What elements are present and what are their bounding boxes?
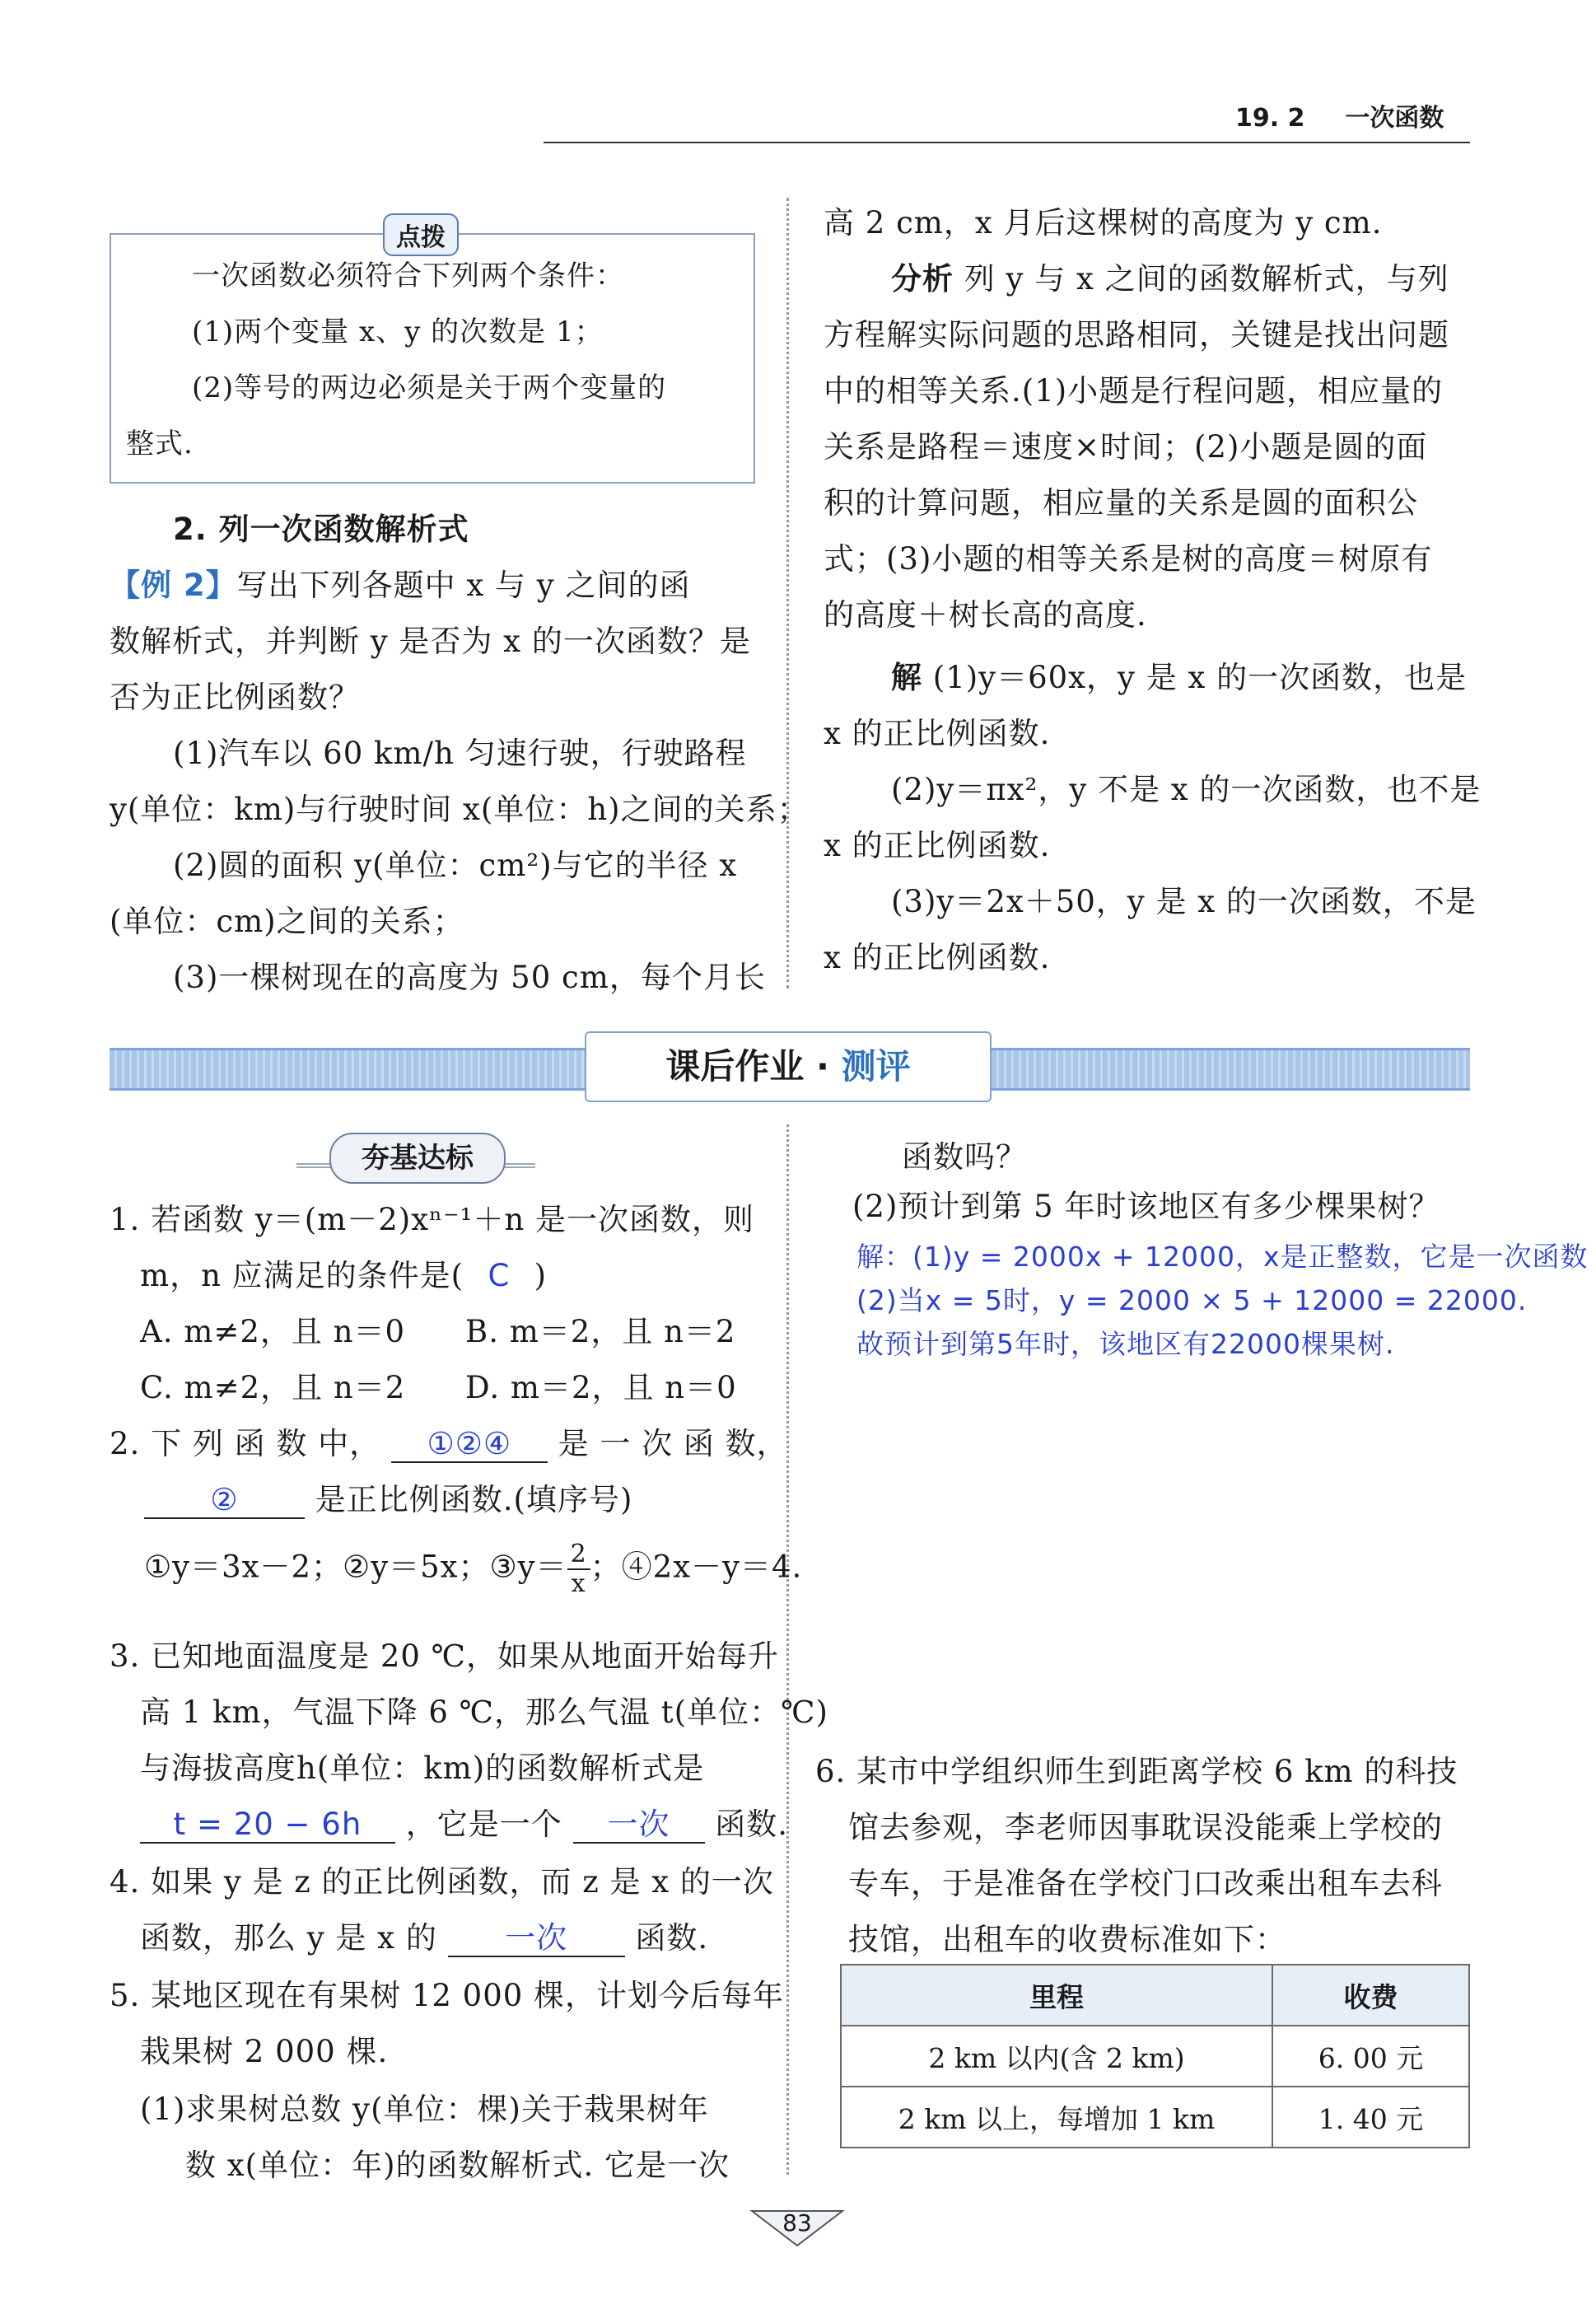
q2-fraction-den: x xyxy=(571,1569,586,1598)
q2-line-2 xyxy=(144,1475,632,1519)
q5-line-4: 数 x(单位：年)的函数解析式. 它是一次 xyxy=(185,2148,730,2183)
solution-label: 解 xyxy=(891,660,922,695)
subbanner: 夯基达标 xyxy=(329,1133,506,1184)
q4-answer[interactable]: 一次 xyxy=(448,1921,625,1957)
analysis-line-7: 的高度＋树长高的高度. xyxy=(824,597,1147,633)
tip-line-2: (1)两个变量 x、y 的次数是 1； xyxy=(192,316,604,348)
example-line-1 xyxy=(110,560,690,605)
q5-line-5: 函数吗？ xyxy=(902,1139,1027,1175)
homework-banner-title xyxy=(585,1031,992,1102)
fee-table xyxy=(840,1964,1470,2148)
q1-stem-2a: m，n 应满足的条件是( xyxy=(140,1258,464,1293)
fee-row-1-fee: 6. 00 元 xyxy=(1272,2026,1469,2087)
q3-line-4 xyxy=(140,1799,788,1844)
q3-mid: ，它是一个 xyxy=(405,1807,562,1842)
q4-line-1: 4. 如果 y 是 z 的正比例函数，而 z 是 x 的一次 xyxy=(110,1864,774,1900)
q5-line-3: (1)求果树总数 y(单位：棵)关于栽果树年 xyxy=(140,2092,709,2127)
example-label: 【例 2】 xyxy=(110,568,237,603)
example-line-7: (单位：cm)之间的关系； xyxy=(110,904,464,939)
solution-line-6: x 的正比例函数. xyxy=(824,940,1051,975)
analysis-line-1 xyxy=(891,254,1449,298)
fee-row-1-distance: 2 km 以内(含 2 km) xyxy=(841,2026,1272,2087)
q2-answer-1[interactable]: ①②④ xyxy=(391,1427,548,1463)
solution-line-5: (3)y＝2x＋50，y 是 x 的一次函数，不是 xyxy=(891,884,1477,919)
subheading: 2. 列一次函数解析式 xyxy=(173,512,469,547)
tip-line-4: 整式. xyxy=(126,428,194,460)
q2-line-1 xyxy=(110,1419,788,1463)
q6-line-4: 技馆，出租车的收费标准如下： xyxy=(848,1922,1286,1957)
banner-part1: 课后作业 xyxy=(665,1046,805,1087)
q3-line-1: 3. 已知地面温度是 20 ℃，如果从地面开始每升 xyxy=(110,1638,780,1674)
fee-row-2-fee: 1. 40 元 xyxy=(1272,2087,1469,2148)
q2-answer-2[interactable]: ② xyxy=(144,1483,305,1519)
analysis-line-5: 积的计算问题，相应量的关系是圆的面积公 xyxy=(824,485,1418,521)
q2-list-b: ；④2x－y＝4. xyxy=(590,1549,803,1585)
tip-box xyxy=(110,223,755,484)
analysis-line-3: 中的相等关系.(1)小题是行程问题，相应量的 xyxy=(824,373,1444,409)
column-divider-top xyxy=(786,198,789,989)
q1-option-d: D. m＝2，且 n＝0 xyxy=(465,1370,737,1405)
q3-line-2: 高 1 km，气温下降 6 ℃，那么气温 t(单位：℃) xyxy=(140,1694,828,1730)
table-row xyxy=(841,2026,1469,2087)
tip-badge: 点拨 xyxy=(383,213,459,256)
tip-line-3: (2)等号的两边必须是关于两个变量的 xyxy=(192,372,667,404)
q2-fraction xyxy=(567,1540,590,1598)
example-line-5: y(单位：km)与行驶时间 x(单位：h)之间的关系； xyxy=(110,792,809,827)
fee-header-distance: 里程 xyxy=(841,1965,1272,2026)
q2-text-c: 是正比例函数.(填序号) xyxy=(315,1482,633,1517)
solution-line-4: x 的正比例函数. xyxy=(824,828,1051,863)
q4-text-a: 函数，那么 y 是 x 的 xyxy=(140,1920,437,1956)
solution-text-1: (1)y＝60x，y 是 x 的一次函数，也是 xyxy=(932,660,1468,695)
header-rule xyxy=(544,142,1470,143)
table-row xyxy=(841,2087,1469,2148)
solution-line-3: (2)y＝πx²，y 不是 x 的一次函数，也不是 xyxy=(891,772,1482,807)
analysis-line-2: 方程解实际问题的思路相同，关键是找出问题 xyxy=(824,317,1449,353)
q2-text-b: 是 一 次 函 数， xyxy=(558,1426,788,1461)
example-text-1: 写出下列各题中 x 与 y 之间的函 xyxy=(236,568,691,603)
q4-text-b: 函数. xyxy=(635,1920,709,1956)
q5-solution-1[interactable]: 解：(1)y = 2000x + 12000，x是正整数，它是一次函数 xyxy=(856,1241,1589,1273)
q1-option-b: B. m＝2，且 n＝2 xyxy=(465,1314,736,1349)
q1-stem-2 xyxy=(140,1250,547,1295)
q3-end: 函数. xyxy=(715,1807,789,1842)
banner-part2: 测评 xyxy=(841,1046,911,1087)
q1-option-a: A. m≠2，且 n＝0 xyxy=(140,1314,406,1349)
q1-answer[interactable]: C xyxy=(488,1258,511,1293)
q3-line-3: 与海拔高度h(单位：km)的函数解析式是 xyxy=(140,1750,705,1786)
page-number: 83 xyxy=(782,2209,812,2237)
analysis-line-4: 关系是路程＝速度×时间；(2)小题是圆的面 xyxy=(824,429,1428,465)
q3-answer-2[interactable]: 一次 xyxy=(573,1807,705,1844)
section-number: 19. 2 xyxy=(1235,104,1305,133)
example-line-6: (2)圆的面积 y(单位：cm²)与它的半径 x xyxy=(173,848,738,883)
fee-row-2-distance: 2 km 以上，每增加 1 km xyxy=(841,2087,1272,2148)
example-line-2: 数解析式，并判断 y 是否为 x 的一次函数？是 xyxy=(110,624,751,659)
banner-dot: · xyxy=(816,1046,829,1087)
analysis-text-1: 列 y 与 x 之间的函数解析式，与列 xyxy=(964,261,1449,297)
page-number-marker xyxy=(748,2208,847,2249)
example-line-4: (1)汽车以 60 km/h 匀速行驶，行驶路程 xyxy=(173,736,747,771)
q6-line-2: 馆去参观，李老师因事耽误没能乘上学校的 xyxy=(848,1810,1443,1845)
q5-solution-3[interactable]: 故预计到第5年时，该地区有22000棵果树. xyxy=(856,1328,1395,1360)
chapter-title: 一次函数 xyxy=(1345,104,1444,133)
q3-answer-1[interactable]: t = 20 − 6h xyxy=(140,1807,395,1844)
tip-line-1: 一次函数必须符合下列两个条件： xyxy=(192,259,624,292)
q6-line-3: 专车，于是准备在学校门口改乘出租车去科 xyxy=(848,1866,1443,1901)
solution-line-2: x 的正比例函数. xyxy=(824,716,1051,751)
analysis-label: 分析 xyxy=(891,261,954,297)
running-header xyxy=(1235,97,1444,133)
right-cont-line: 高 2 cm，x 月后这棵树的高度为 y cm. xyxy=(824,205,1383,241)
q5-line-1: 5. 某地区现在有果树 12 000 棵，计划今后每年 xyxy=(110,1978,785,2013)
q1-option-c: C. m≠2，且 n＝2 xyxy=(140,1370,406,1405)
q2-text-a: 2. 下 列 函 数 中， xyxy=(110,1426,381,1461)
example-line-3: 否为正比例函数？ xyxy=(110,680,360,715)
fee-table-header xyxy=(841,1965,1469,2026)
column-divider-bottom xyxy=(786,1124,789,2175)
q1-stem-1: 1. 若函数 y＝(m－2)xⁿ⁻¹＋n 是一次函数，则 xyxy=(110,1202,755,1237)
q4-line-2 xyxy=(140,1913,708,1957)
solution-line-1 xyxy=(891,652,1467,697)
fee-header-fee: 收费 xyxy=(1272,1965,1469,2026)
q5-line-2: 栽果树 2 000 棵. xyxy=(140,2034,389,2069)
q2-list-a: ①y＝3x－2；②y＝5x；③y＝ xyxy=(144,1549,567,1585)
analysis-line-6: 式；(3)小题的相等关系是树的高度＝树原有 xyxy=(824,541,1433,577)
q2-fraction-num: 2 xyxy=(567,1540,590,1570)
q5-solution-2[interactable]: (2)当x = 5时，y = 2000 × 5 + 12000 = 22000. xyxy=(856,1284,1528,1316)
q5-line-6: (2)预计到第 5 年时该地区有多少棵果树？ xyxy=(852,1189,1440,1224)
example-line-8: (3)一棵树现在的高度为 50 cm，每个月长 xyxy=(173,960,766,995)
q2-line-3 xyxy=(144,1540,802,1598)
q6-line-1: 6. 某市中学组织师生到距离学校 6 km 的科技 xyxy=(815,1754,1458,1789)
q1-stem-2b: ) xyxy=(534,1258,548,1293)
